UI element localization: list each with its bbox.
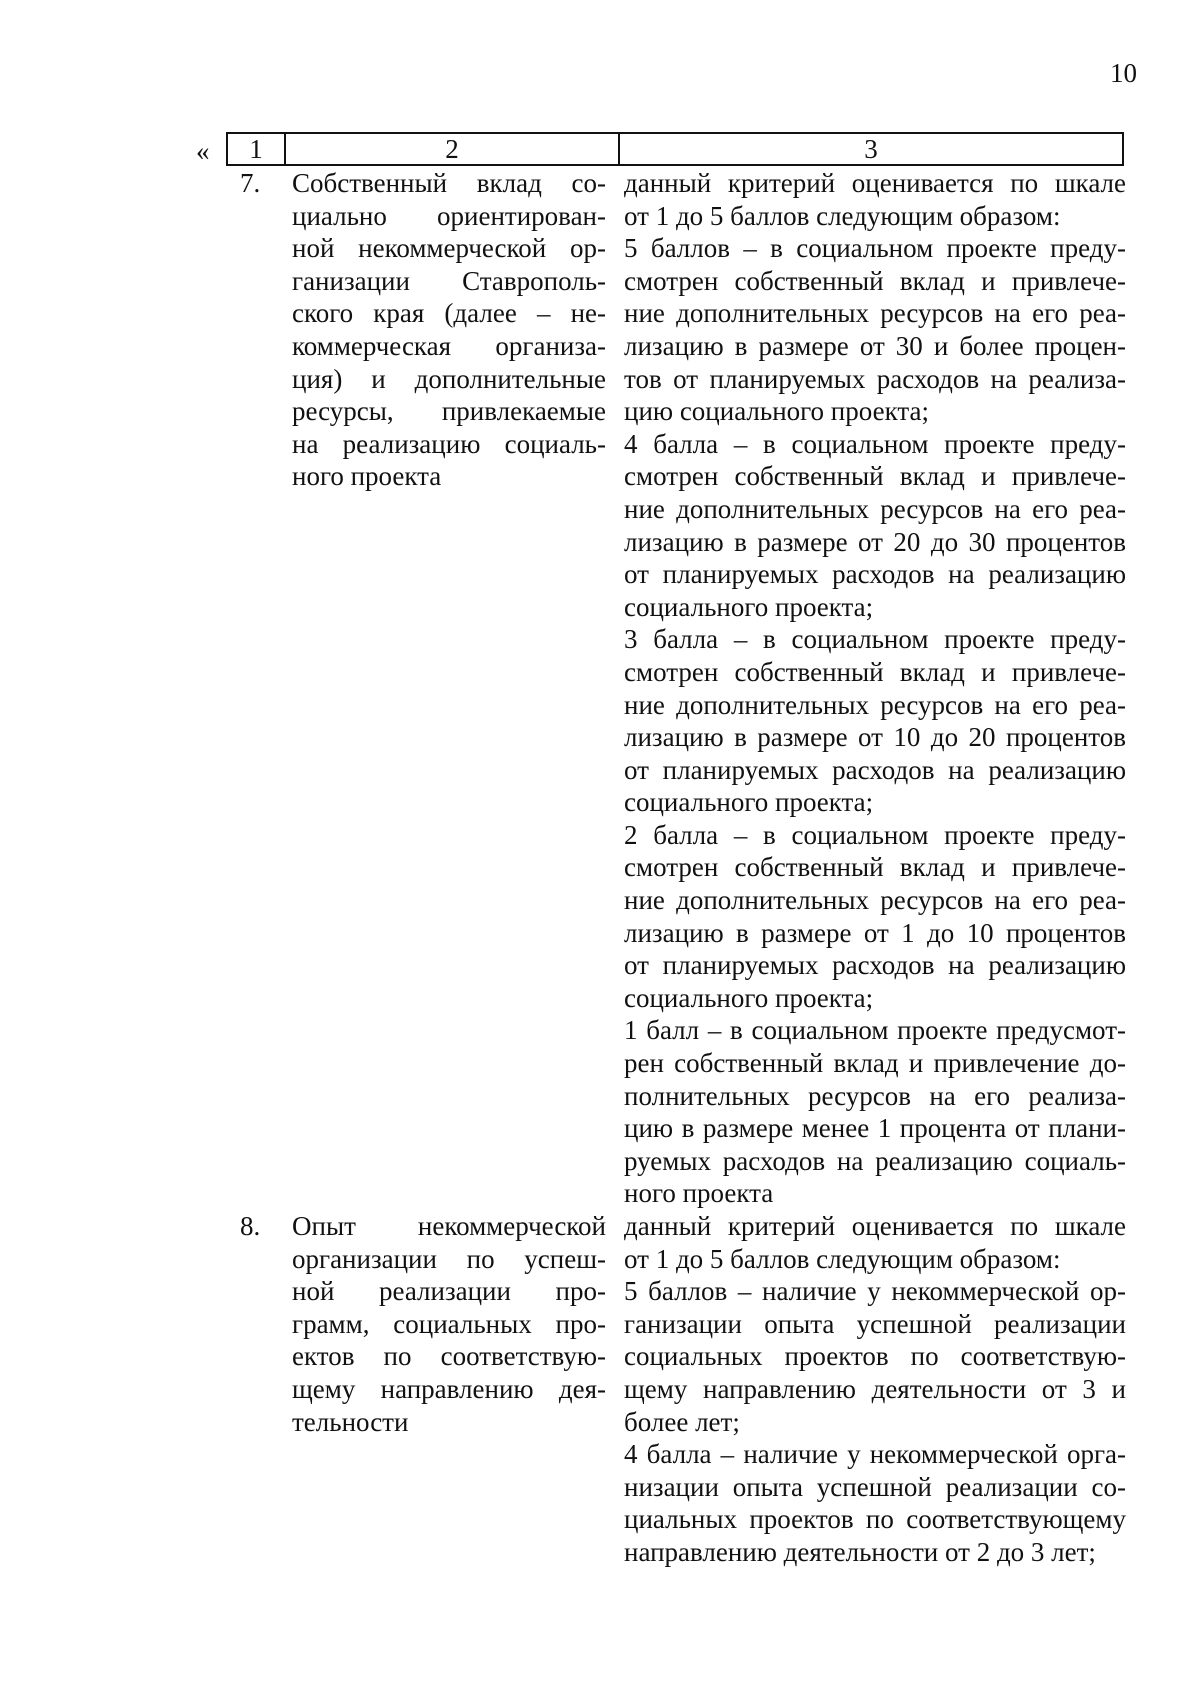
description-line: цию в размере менее 1 процента от плани- <box>624 1113 1126 1144</box>
description-line: ние дополнительных ресурсов на его реа- <box>624 689 1126 720</box>
description-line: лизацию в размере от 20 до 30 процентов <box>624 526 1126 557</box>
header-col-2: 2 <box>286 134 620 164</box>
description-line: от планируемых расходов на реализацию <box>624 754 1126 785</box>
description-line: 3 балла – в социальном проекте преду- <box>624 624 1126 655</box>
description-line: 5 баллов – в социальном проекте преду- <box>624 233 1126 264</box>
description-line: ного проекта <box>624 1178 774 1209</box>
criterion-line: Собственный вклад со- <box>292 168 606 198</box>
description-line: направлению деятельности от 2 до 3 лет; <box>624 1536 1096 1567</box>
description-line: низации опыта успешной реализации со- <box>624 1471 1126 1502</box>
criterion-line: грамм, социальных про- <box>292 1308 606 1339</box>
description-line: социального проекта; <box>624 982 874 1013</box>
criterion-line: ского края (далее – не- <box>292 298 606 329</box>
criterion-line: коммерческая организа- <box>292 330 606 361</box>
criterion-line: ной некоммерческой ор- <box>292 233 606 264</box>
description-line: ние дополнительных ресурсов на его реа- <box>624 885 1126 916</box>
description-line: смотрен собственный вклад и привлече- <box>624 656 1126 687</box>
page-number: 10 <box>1110 58 1137 88</box>
description-line: социальных проектов по соответствую- <box>624 1341 1126 1372</box>
row-number: 8. <box>240 1211 261 1241</box>
description-cell <box>624 1210 1126 1569</box>
criterion-line: ция) и дополнительные <box>292 363 606 394</box>
description-line: 4 балла – в социальном проекте преду- <box>624 428 1126 459</box>
criterion-line: Опыт некоммерческой <box>292 1211 606 1241</box>
description-line: цию социального проекта; <box>624 396 929 427</box>
description-line: полнительных ресурсов на его реализа- <box>624 1080 1126 1111</box>
description-line: ние дополнительных ресурсов на его реа- <box>624 298 1126 329</box>
description-line: рен собственный вклад и привлечение до- <box>624 1048 1126 1079</box>
criterion-line: щему направлению дея- <box>292 1373 606 1404</box>
description-line: ганизации опыта успешной реализации <box>624 1308 1126 1339</box>
description-line: социального проекта; <box>624 591 874 622</box>
description-line: циальных проектов по соответствующему <box>624 1504 1126 1535</box>
description-line: более лет; <box>624 1406 740 1437</box>
row-number: 7. <box>240 168 261 198</box>
description-line: щему направлению деятельности от 3 и <box>624 1373 1126 1404</box>
description-line: смотрен собственный вклад и привлече- <box>624 461 1126 492</box>
description-line: лизацию в размере от 1 до 10 процентов <box>624 917 1126 948</box>
description-cell <box>624 167 1126 1210</box>
description-line: данный критерий оценивается по шкале <box>624 1211 1126 1241</box>
criterion-line: тельности <box>292 1406 409 1437</box>
description-line: тов от планируемых расходов на реализа- <box>624 363 1126 394</box>
criterion-line: ектов по соответствую- <box>292 1341 606 1372</box>
description-line: ние дополнительных ресурсов на его реа- <box>624 493 1126 524</box>
description-line: 2 балла – в социальном проекте преду- <box>624 819 1126 850</box>
description-line: от 1 до 5 баллов следующим образом: <box>624 200 1061 231</box>
open-quote: « <box>196 136 210 166</box>
description-line: 1 балл – в социальном проекте предусмот- <box>624 1015 1126 1046</box>
description-line: от 1 до 5 баллов следующим образом: <box>624 1243 1061 1274</box>
description-line: лизацию в размере от 30 и более процен- <box>624 330 1126 361</box>
criterion-cell <box>292 167 606 493</box>
description-line: руемых расходов на реализацию социаль- <box>624 1145 1126 1176</box>
criterion-line: ной реализации про- <box>292 1276 606 1307</box>
description-line: от планируемых расходов на реализацию <box>624 559 1126 590</box>
criterion-line: ганизации Ставрополь- <box>292 265 606 296</box>
header-col-1: 1 <box>228 134 286 164</box>
header-col-3: 3 <box>864 134 878 164</box>
description-line: 4 балла – наличие у некоммерческой орга- <box>624 1439 1126 1470</box>
criterion-line: ресурсы, привлекаемые <box>292 396 606 427</box>
description-line: данный критерий оценивается по шкале <box>624 168 1126 198</box>
description-line: от планируемых расходов на реализацию <box>624 950 1126 981</box>
criterion-line: циально ориентирован- <box>292 200 606 231</box>
description-line: лизацию в размере от 10 до 20 процентов <box>624 722 1126 753</box>
description-line: смотрен собственный вклад и привлече- <box>624 852 1126 883</box>
criterion-line: ного проекта <box>292 461 442 492</box>
criterion-line: организации по успеш- <box>292 1243 606 1274</box>
description-line: смотрен собственный вклад и привлече- <box>624 265 1126 296</box>
table-header <box>226 132 1124 166</box>
criterion-cell <box>292 1210 606 1438</box>
description-line: 5 баллов – наличие у некоммерческой ор- <box>624 1276 1126 1307</box>
criterion-line: на реализацию социаль- <box>292 428 606 459</box>
description-line: социального проекта; <box>624 787 874 818</box>
